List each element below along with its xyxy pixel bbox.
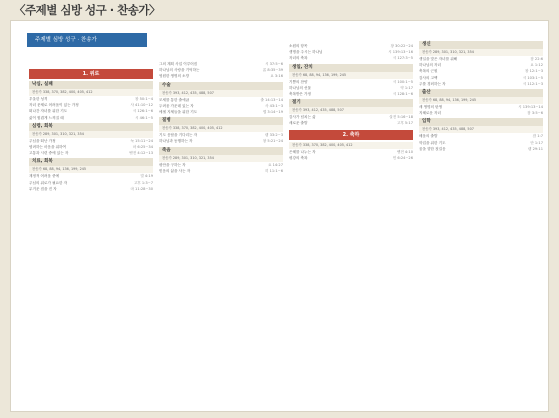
verse-topic: 새로운 출발: [289, 121, 308, 126]
verse-reference: 단 1:17: [530, 140, 543, 145]
verse-reference: 시 139:13~16: [388, 50, 413, 55]
verse-topic: 평강의 축복: [289, 155, 308, 160]
verse-reference: 요 3:16: [270, 74, 283, 79]
verse-reference: 벧전 4:10: [396, 149, 413, 154]
verse-row: [159, 109, 283, 115]
verse-reference: 시 126:1~6: [132, 109, 153, 114]
verse-topic: 배움의 출발: [419, 134, 438, 139]
subsection-title: 출산: [419, 89, 543, 97]
verse-list: [159, 61, 283, 80]
verse-reference: 고후 1:3~7: [133, 180, 153, 185]
verse-reference: 시 127:3~5: [392, 56, 413, 61]
verse-topic: 무거운 짐을 진 자: [29, 186, 57, 191]
verse-row: [419, 146, 543, 152]
verse-reference: 엡 3:14~19: [262, 110, 283, 115]
hymn-numbers: 찬송가 393, 412, 435, 488, 507: [289, 107, 413, 114]
verse-row: [29, 150, 153, 156]
verse-row: [289, 155, 413, 161]
verse-topic: 소원의 항목: [289, 44, 308, 48]
hymn-numbers: 찬송가 289, 301, 310, 321, 354: [159, 155, 283, 162]
hymn-numbers: 찬송가 68, 88, 94, 136, 199, 245: [419, 97, 543, 104]
verse-list: [419, 104, 543, 116]
verse-reference: 창 50:1~4: [135, 97, 153, 101]
subsection-title: 심령, 회복: [29, 123, 153, 131]
verse-reference: 요 14:27: [268, 162, 283, 167]
document-page: [10, 20, 549, 412]
verse-topic: 주님의 위로가 필요한 자: [29, 180, 68, 185]
verse-topic: 우울한 성격: [29, 97, 48, 101]
verse-reference: 창 30:22~24: [390, 44, 413, 48]
verse-reference: 고후 5:17: [396, 121, 413, 126]
subsection-title: 절기: [289, 99, 413, 107]
verse-list: [289, 114, 413, 126]
verse-reference: 롬 8:35~39: [262, 68, 283, 73]
hymn-numbers: 찬송가 338, 370, 382, 400, 405, 412: [289, 142, 413, 149]
verse-topic: 기쁨의 찬양: [289, 79, 308, 84]
verse-list: [29, 138, 153, 157]
verse-reference: 시 139:13~14: [518, 105, 543, 110]
column-4: [419, 39, 543, 152]
verse-row: [29, 186, 153, 192]
column-2: [159, 61, 283, 174]
verse-topic: 꿈을 향한 첫걸음: [419, 146, 446, 151]
verse-topic: 믿음의 삶을 사는 자: [159, 168, 191, 173]
subsection-title: 입학: [419, 118, 543, 126]
column-1: [29, 66, 153, 192]
verse-reference: 시 103:1~5: [522, 75, 543, 80]
verse-topic: 하나님과 동행하는 자: [159, 139, 193, 144]
hymn-numbers: 찬송가 338, 370, 382, 400, 405, 412: [159, 125, 283, 132]
verse-list: [159, 97, 283, 116]
verse-reference: 약 1:17: [400, 85, 413, 90]
hymn-numbers: 찬송가 68, 88, 94, 136, 199, 245: [289, 72, 413, 79]
verse-reference: 잠 22:6: [530, 57, 543, 61]
verse-list: [289, 149, 413, 161]
verse-reference: 잠 3:5~6: [527, 111, 543, 116]
verse-reference: 창 12:1~3: [525, 69, 543, 74]
verse-reference: 사 41:10~12: [130, 103, 153, 108]
verse-list: [419, 133, 543, 152]
verse-list: [289, 43, 413, 62]
verse-row: [419, 81, 543, 87]
verse-topic: 주를 경외하는 자: [419, 81, 446, 86]
subsection-title: 치료, 회복: [29, 158, 153, 166]
verse-topic: 자녀 문제로 어려움이 있는 가정: [29, 103, 79, 108]
verse-topic: 영원한 생명의 소망: [159, 74, 190, 79]
verse-row: [159, 138, 283, 144]
verse-row: [289, 91, 413, 97]
verse-list: [159, 132, 283, 144]
verse-reference: 시 37:5~6: [265, 62, 283, 66]
verse-topic: 감사의 고백: [419, 75, 438, 80]
verse-reference: 잠 1:7: [532, 134, 543, 139]
subsection-title: 생일, 잔치: [289, 64, 413, 72]
verse-list: [29, 96, 153, 121]
verse-topic: 재정적 어려움 중에: [29, 174, 60, 179]
section-celebration-bar: 2. 축하: [289, 130, 413, 140]
verse-topic: 학업을 위한 기도: [419, 140, 446, 145]
verse-topic: 하나님의 선물: [289, 85, 311, 90]
verse-reference: 마 11:28~30: [130, 186, 153, 191]
verse-reference: 히 11:1~6: [265, 168, 283, 173]
verse-row: [289, 55, 413, 61]
verse-topic: 주님을 떠난 가정: [29, 138, 56, 143]
subsection-title: 질병: [159, 117, 283, 125]
verse-topic: 에셀 지체들을 위한 기도: [159, 110, 198, 115]
subsection-title: 수술: [159, 82, 283, 90]
verse-reference: 마 6:25~34: [132, 145, 153, 150]
verse-row: [159, 73, 283, 79]
verse-reference: 창 5:21~24: [262, 139, 283, 144]
verse-reference: 살전 5:16~18: [389, 115, 413, 120]
verse-topic: 생일을 맞은 자녀를 위해: [419, 57, 458, 61]
verse-topic: 평안을 구하는 자: [159, 162, 186, 167]
hymn-numbers: 찬송가 338, 370, 382, 400, 405, 412: [29, 89, 153, 96]
header-band: 주제별 심방 성구 · 찬송가: [27, 33, 147, 47]
verse-reference: 렘 29:11: [528, 146, 543, 151]
subsection-title: 죽음: [159, 147, 283, 155]
subsection-title: 생신: [419, 41, 543, 49]
verse-topic: 떠나간 자녀를 위한 기도: [29, 109, 68, 114]
hymn-numbers: 찬송가 289, 301, 310, 321, 354: [29, 131, 153, 138]
verse-reference: 시 46:1~5: [135, 115, 153, 120]
column-3: [289, 43, 413, 161]
verse-reference: 시 128:1~6: [392, 92, 413, 97]
verse-topic: 지혜로운 자녀: [419, 111, 441, 116]
verse-reference: 시 112:1~3: [522, 81, 543, 86]
verse-topic: 하나님의 자녀: [419, 63, 441, 68]
verse-reference: 사 43:1~3: [265, 103, 283, 108]
verse-reference: 벧전 4:12~13: [129, 151, 153, 156]
page-title: 〈주제별 심방 성구 · 찬송가〉: [14, 3, 160, 17]
verse-list: [29, 173, 153, 192]
verse-topic: 감사가 넘치는 삶: [289, 115, 316, 120]
verse-list: [289, 79, 413, 98]
verse-reference: 빌 4:19: [140, 174, 153, 179]
verse-topic: 기도 응답을 기다리는 자: [159, 133, 198, 138]
verse-topic: 하나님의 사랑을 기억하는: [159, 68, 200, 73]
verse-reference: 요 1:12: [530, 63, 543, 68]
verse-list: [159, 162, 283, 174]
verse-topic: 삶이 힘겹게 느껴질 때: [29, 115, 64, 120]
verse-topic: 모세를 통한 출애굽: [159, 97, 190, 102]
verse-list: [419, 56, 543, 87]
verse-topic: 염려하는 마음을 위하여: [29, 145, 66, 150]
section-comfort-bar: 1. 위로: [29, 69, 153, 79]
verse-topic: 자녀의 축복: [289, 56, 308, 61]
verse-topic: 새 생명의 탄생: [419, 105, 443, 110]
hymn-numbers: 찬송가 393, 412, 435, 488, 507: [419, 126, 543, 133]
subsection-title: 낙심, 실패: [29, 81, 153, 89]
verse-reference: 시 100:1~5: [392, 79, 413, 84]
verse-topic: 축복의 근원: [419, 69, 438, 74]
verse-topic: 두려움 가운데 있는 자: [159, 103, 194, 108]
hymn-numbers: 찬송가 68, 88, 94, 136, 199, 245: [29, 166, 153, 173]
verse-topic: 축복받은 가정: [289, 92, 311, 97]
verse-topic: 은혜를 나누는 자: [289, 149, 316, 154]
verse-reference: 눅 15:11~24: [130, 138, 153, 143]
verse-row: [419, 110, 543, 116]
verse-row: [289, 120, 413, 126]
verse-row: [29, 115, 153, 121]
verse-topic: 그의 계획 사업 이루어짐: [159, 62, 198, 66]
verse-reference: 출 14:13~14: [260, 97, 283, 102]
verse-reference: 민 6:24~26: [392, 155, 413, 160]
hymn-numbers: 찬송가 393, 412, 435, 488, 507: [159, 90, 283, 97]
verse-row: [159, 168, 283, 174]
verse-topic: 생명을 주시는 하나님: [289, 50, 323, 55]
hymn-numbers: 찬송가 289, 301, 310, 321, 354: [419, 49, 543, 56]
verse-topic: 고통과 시련 중에 있는 자: [29, 151, 69, 156]
verse-reference: 렘 33:2~3: [265, 133, 283, 138]
